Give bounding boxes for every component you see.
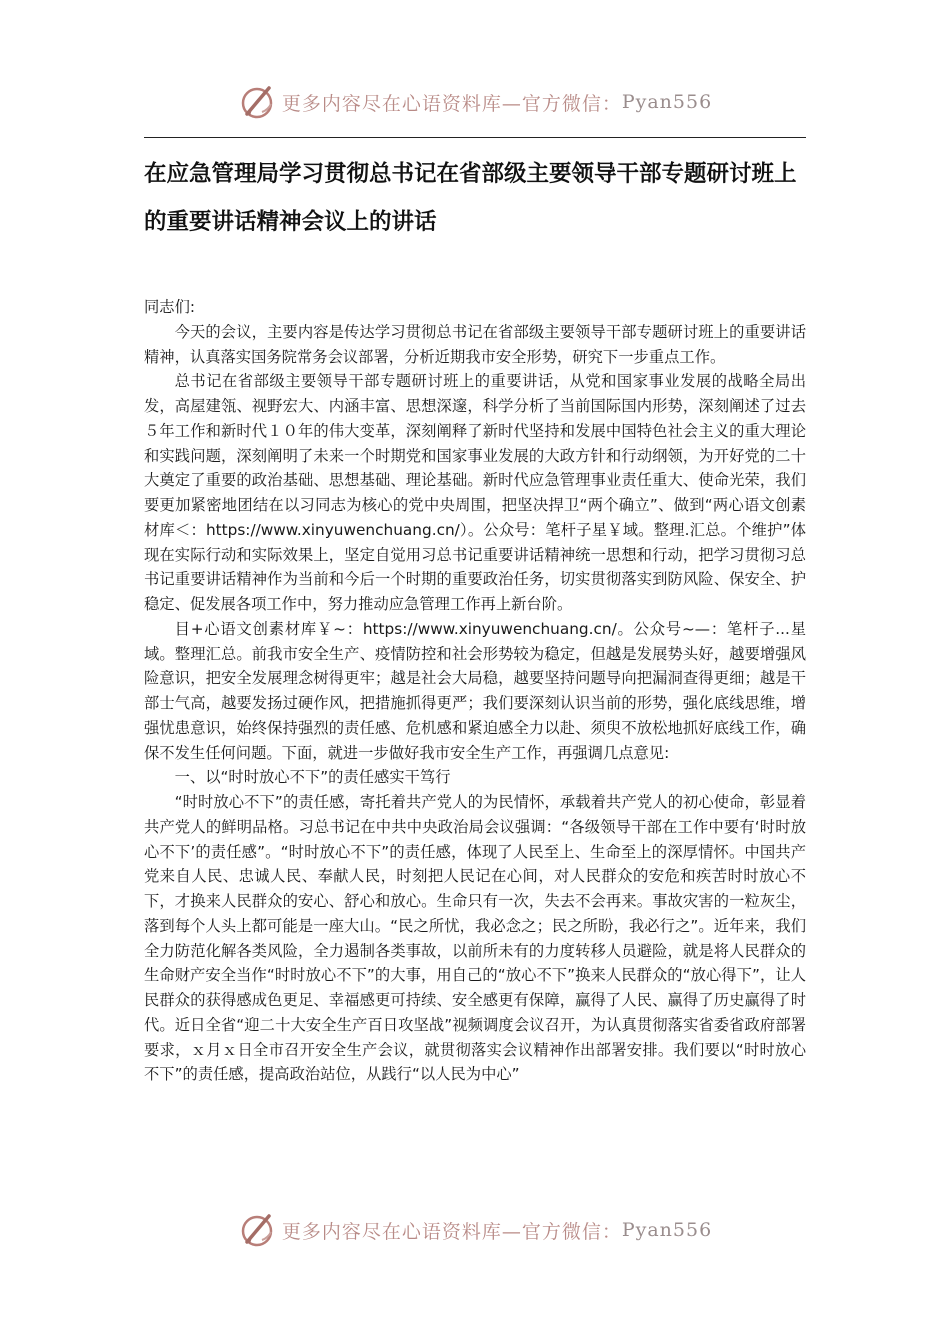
section-heading: 一、以“时时放心不下”的责任感实干笃行 [174, 768, 451, 787]
footer-banner [0, 1206, 950, 1254]
header-divider [144, 137, 806, 138]
pen-logo-icon [238, 1210, 278, 1250]
paragraph: “时时放心不下”的责任感，寄托着共产党人的为民情怀，承载着共产党人的初心使命，彰显着共产党人的鲜明品格。习总书记在中共中央政治局会议强调：“各级领导干部在工作中要有‘时时放心不下’的责任感”。“时时放心不下”的责任感，体现了人民至上、生命至上的深厚情怀。中国共产党来自人民、忠诚人民、奉献人民，时刻把人民记在心间，对人民群众的安危和疾苦时时放心不下，才换来人民群众的安心、舒心和放心。生命只有一次，失去不会再来。事故灾害的一粒灰尘，落到每个人头上都可能是一座大山。“民之所忧，我必念之；民之所盼，我必行之”。近年来，我们全力防范化解各类风险，全力遏制各类事故，以前所未有的力度转移人员避险，就是将人民群众的生命财产安全当作“时时放心不下”的大事，用自己的“放心不下”换来人民群众的“放心得下”，让人民群众的获得感成色更足、幸福感更可持续、安全感更有保障，赢得了人民、赢得了历史赢得了时代。近日全省“迎二十大安全生产百日攻坚战”视频调度会议召开，为认真贯彻落实省委省政府部署要求，ｘ月ｘ日全市召开安全生产会议，就贯彻落实会议精神作出部署安排。我们要以“时时放心不下”的责任感，提高政治站位，从践行“以人民为中心” [144, 793, 806, 1084]
paragraph: 总书记在省部级主要领导干部专题研讨班上的重要讲话，从党和国家事业发展的战略全局出发，高屋建瓴、视野宏大、内涵丰富、思想深邃，科学分析了当前国际国内形势，深刻阐述了过去５年工作和新时代１０年的伟大变革，深刻阐释了新时代坚持和发展中国特色社会主义的重大理论和实践问题，深刻阐明了未来一个时期党和国家事业发展的大政方针和行动纲领，为开好党的二十大奠定了重要的政治基础、思想基础、理论基础。新时代应急管理事业责任重大、使命光荣，我们要更加紧密地团结在以习同志为核心的党中央周围，把坚决捍卫“两个确立”、做到“两心语文创素材库＜：https://www.xinyuwenchuang.cn/）。公众号：笔杆子星￥域。整理.汇总。个维护”体现在实际行动和实际效果上，坚定自觉用习总书记重要讲话精神统一思想和行动，把学习贯彻习总书记重要讲话精神作为当前和今后一个时期的重要政治任务，切实贯彻落实到防风险、保安全、护稳定、促发展各项工作中，努力推动应急管理工作再上新台阶。 [144, 372, 806, 613]
paragraph: 目+心语文创素材库￥~：https://www.xinyuwenchuang.cn/。公众号~—：笔杆子...星域。整理汇总。前我市安全生产、疫情防控和社会形势较为稳定，但越是发展势头好，越要增强风险意识，把安全发展理念树得更牢；越是社会大局稳，越要坚持问题导向把漏洞查得更细；越是干部士气高，越要发扬过硬作风，把措施抓得更严；我们要深刻认识当前的形势，强化底线思维，增强忧患意识，始终保持强烈的责任感、危机感和紧迫感全力以赴、须臾不放松地抓好底线工作，确保不发生任何问题。下面，就进一步做好我市安全生产工作，再强调几点意见: [144, 619, 806, 762]
greeting: 同志们: [144, 298, 196, 316]
document-title: 在应急管理局学习贯彻总书记在省部级主要领导干部专题研讨班上的重要讲话精神会议上的讲话 [144, 161, 797, 235]
banner-wechat-id: Pyan556 [621, 91, 713, 113]
header-banner [0, 78, 950, 126]
banner-text: 更多内容尽在心语资料库—官方微信： [281, 92, 622, 115]
banner-wechat-id: Pyan556 [621, 1219, 713, 1241]
pen-logo-icon [238, 82, 278, 122]
banner-text: 更多内容尽在心语资料库—官方微信： [281, 1220, 622, 1243]
document-body [144, 295, 806, 1087]
paragraph: 今天的会议，主要内容是传达学习贯彻总书记在省部级主要领导干部专题研讨班上的重要讲话精神，认真落实国务院常务会议部署，分析近期我市安全形势，研究下一步重点工作。 [144, 322, 806, 366]
